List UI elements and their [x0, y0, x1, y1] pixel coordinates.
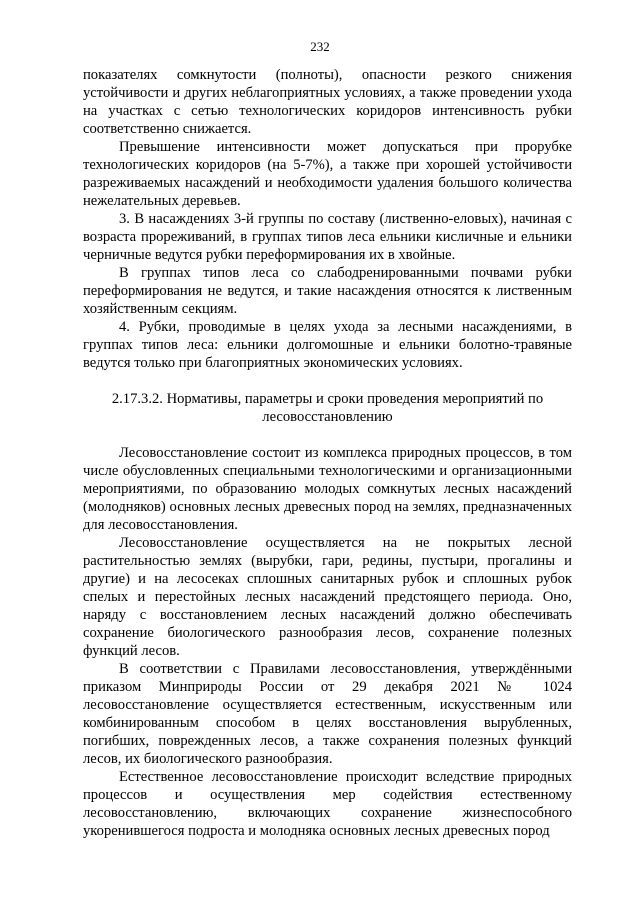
paragraph: Превышение интенсивности может допускаться при прорубке технологических коридоров (на 5-7%), а также при хорошей устойчивости разреживаемых насаждений и необходимости удаления большого количества нежелательных деревьев.: [83, 139, 572, 209]
paragraph: В соответствии с Правилами лесовосстановления, утверждёнными приказом Минприроды России от 29 декабря 2021 № 1024 лесовосстановление осуществляется естественным, искусственным или комбинированным способом в целях восстановления вырубленных, погибших, поврежденных лесов, а также сохранения полезных функций лесов, их биологического разнообразия.: [83, 661, 572, 767]
paragraph: В группах типов леса со слабодренированными почвами рубки переформирования не ведутся, и такие насаждения относятся к лиственным хозяйственным секциям.: [83, 265, 572, 317]
paragraph: Лесовосстановление осуществляется на не покрытых лесной растительностью землях (вырубки, гари, редины, пустыри, прогалины и другие) и на лесосеках сплошных санитарных рубок и сплошных рубок спелых и перестойных лесных насаждений предстоящего периода. Оно, наряду с восстановлением лесных насаждений должно обеспечивать сохранение биологического разнообразия лесов, сохранение полезных функций лесов.: [83, 535, 572, 659]
paragraph: 4. Рубки, проводимые в целях ухода за лесными насаждениями, в группах типов леса: ельники долгомошные и ельники болотно-травяные ведутся только при благоприятных экономических условиях.: [83, 319, 572, 371]
paragraph-continuation: показателях сомкнутости (полноты), опасности резкого снижения устойчивости и других неблагоприятных условиях, а также проведении ухода на участках с сетью технологических коридоров интенсивность рубки соответственно снижается.: [83, 67, 572, 137]
paragraph: 3. В насаждениях 3-й группы по составу (лиственно-еловых), начиная с возраста прореживаний, в группах типов леса ельники кисличные и ельники черничные ведутся рубки переформирования их в хвойные.: [83, 211, 572, 263]
section-heading: 2.17.3.2. Нормативы, параметры и сроки проведения мероприятий по лесовосстановлению: [111, 391, 544, 425]
paragraph: Естественное лесовосстановление происходит вследствие природных процессов и осуществления мер содействия естественному лесовосстановлению, включающих сохранение жизнеспособного укоренившегося подроста и молодняка основных лесных древесных пород: [83, 769, 572, 839]
paragraph: Лесовосстановление состоит из комплекса природных процессов, в том числе обусловленных специальными технологическими и организационными мероприятиями, по образованию молодых сомкнутых лесных насаждений (молодняков) основных лесных древесных пород на землях, предназначенных для лесовосстановления.: [83, 445, 572, 533]
page-body: [83, 66, 572, 840]
page-number: 232: [310, 39, 330, 54]
